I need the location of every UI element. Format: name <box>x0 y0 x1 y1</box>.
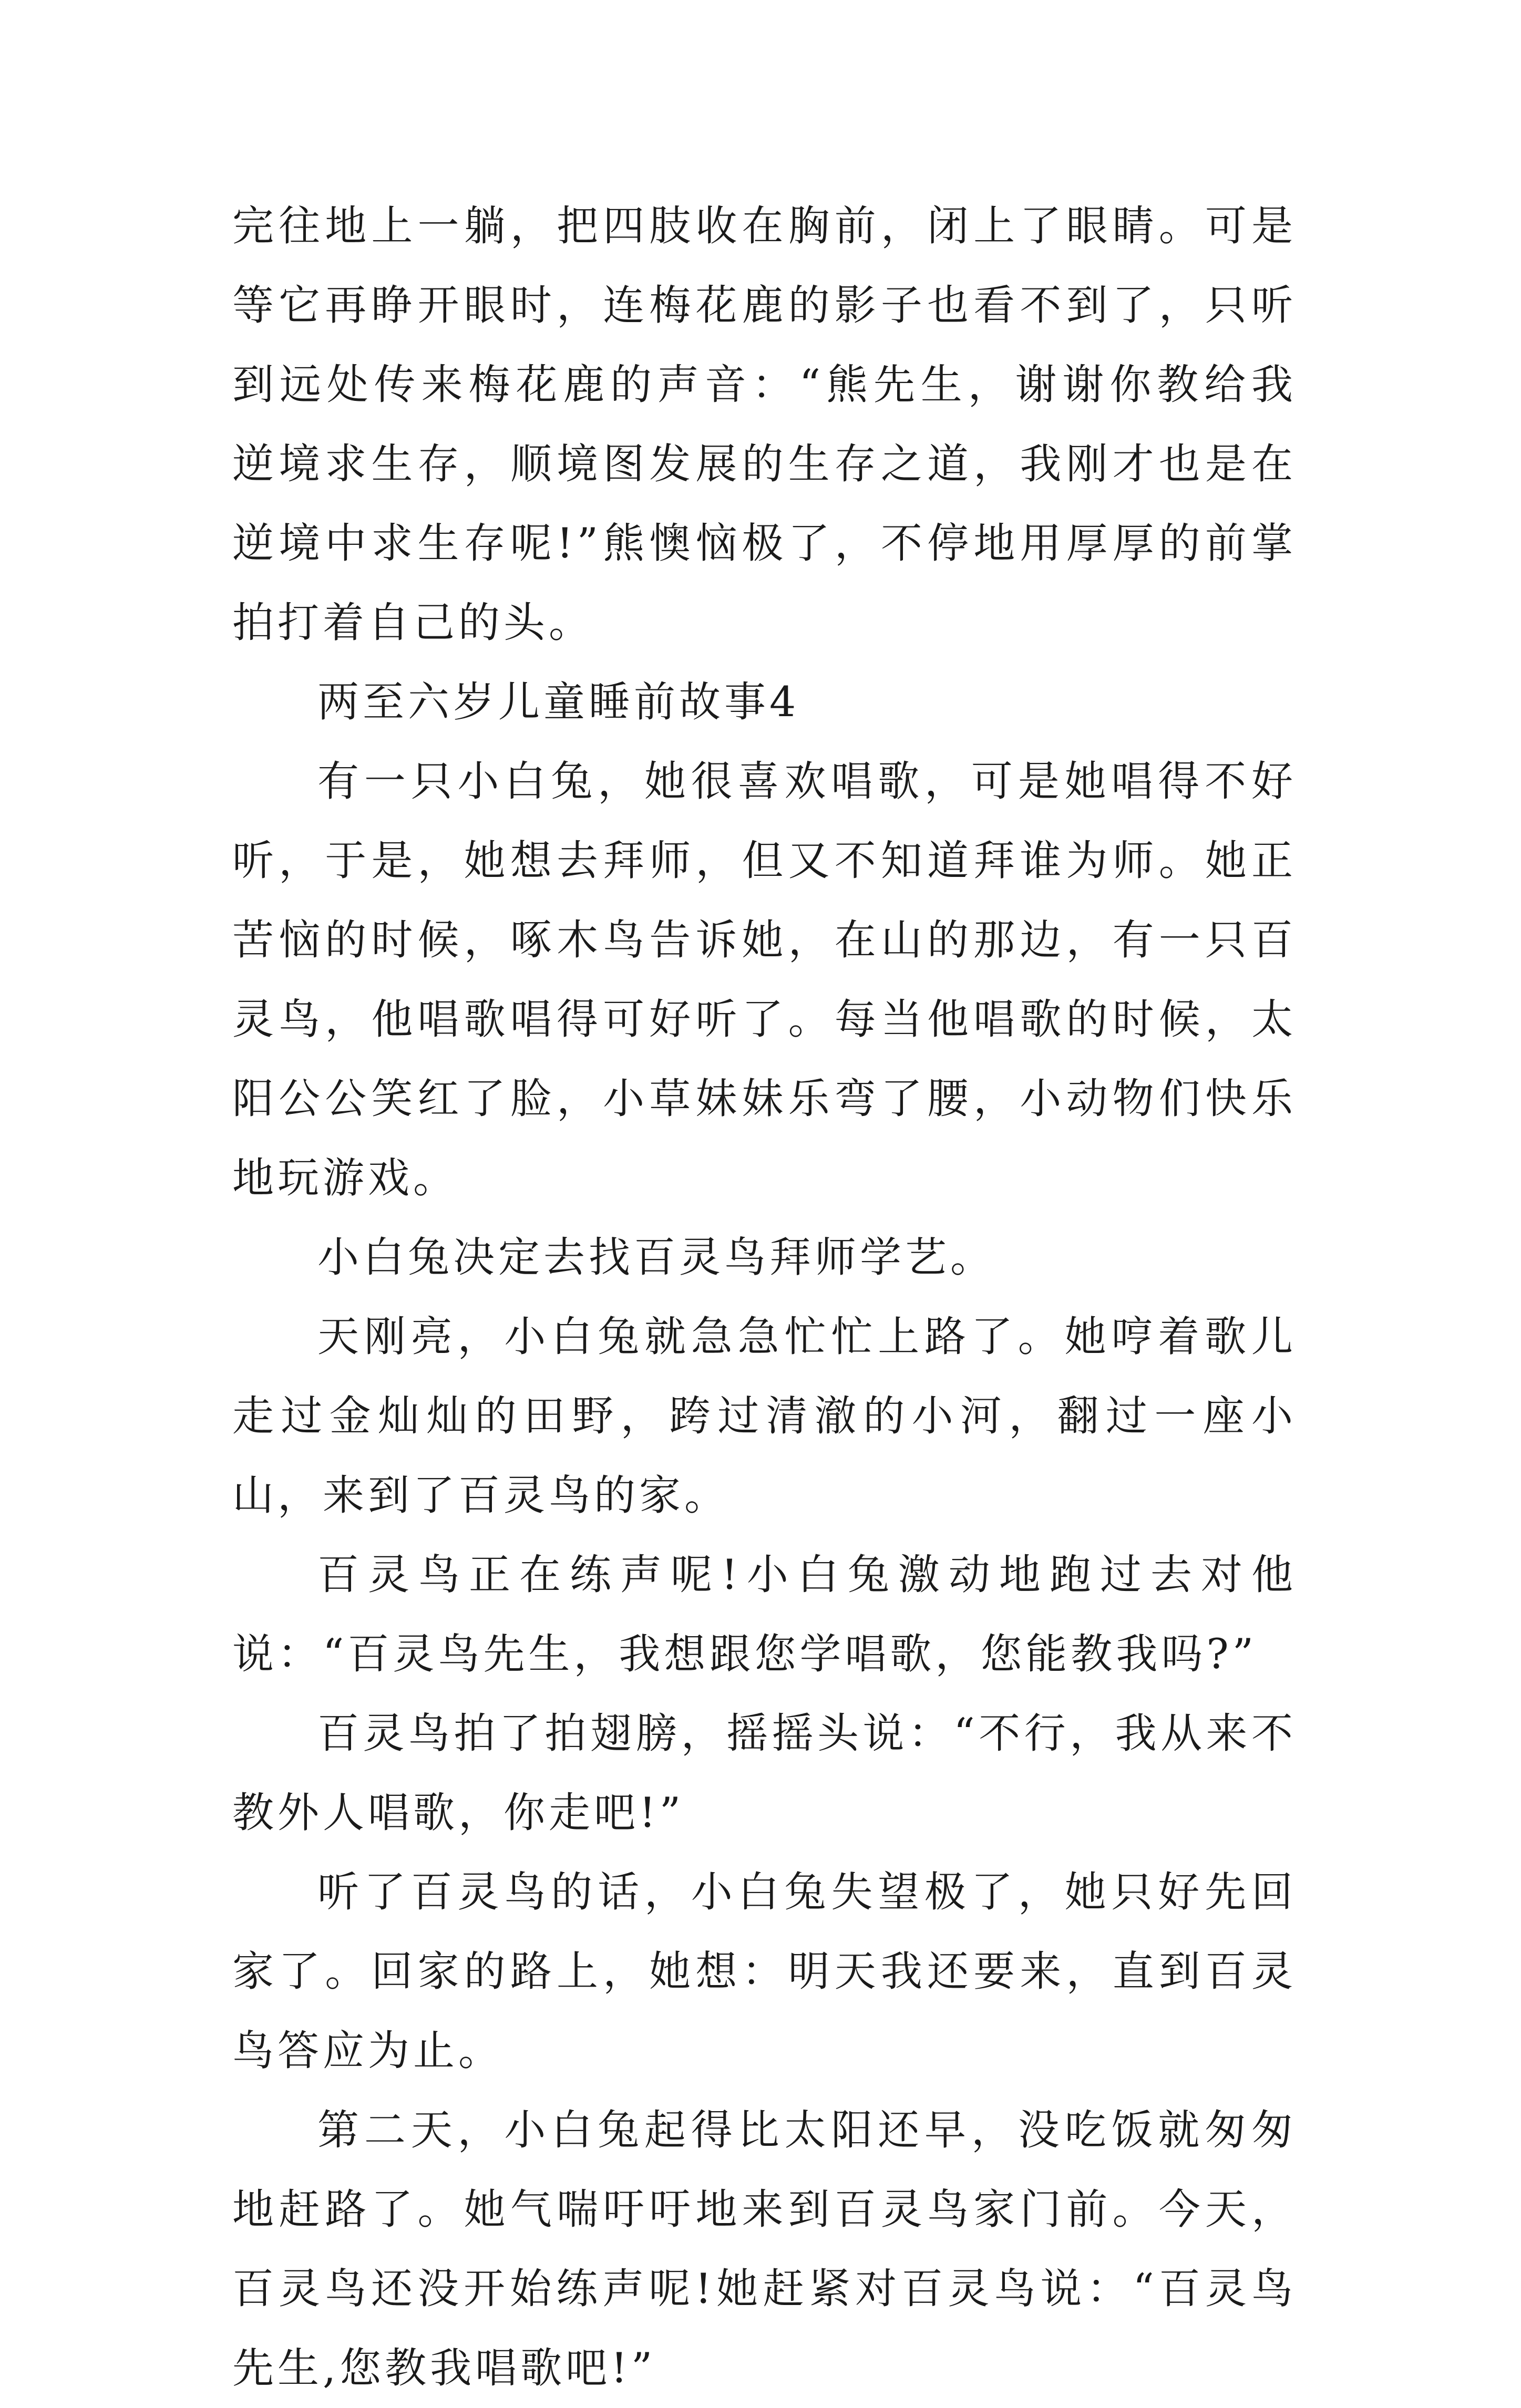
paragraph: 百灵鸟正在练声呢!小白兔激动地跑过去对他说：“百灵鸟先生，我想跟您学唱歌，您能教我吗?” <box>232 1551 1297 1678</box>
paragraph: 百灵鸟拍了拍翅膀，摇摇头说：“不行，我从来不教外人唱歌，你走吧!” <box>232 1709 1297 1837</box>
body-text <box>232 187 1297 2408</box>
paragraph: 第二天，小白兔起得比太阳还早，没吃饭就匆匆地赶路了。她气喘吁吁地来到百灵鸟家门前。今天，百灵鸟还没开始练声呢!她赶紧对百灵鸟说：“百灵鸟先生,您教我唱歌吧!” <box>232 2106 1297 2392</box>
paragraph: 有一只小白兔，她很喜欢唱歌，可是她唱得不好听，于是，她想去拜师，但又不知道拜谁为师。她正苦恼的时候，啄木鸟告诉她，在山的那边，有一只百灵鸟，他唱歌唱得可好听了。每当他唱歌的时候，太阳公公笑红了脸，小草妹妹乐弯了腰，小动物们快乐地玩游戏。 <box>232 757 1297 1202</box>
paragraph: 听了百灵鸟的话，小白兔失望极了，她只好先回家了。回家的路上，她想：明天我还要来，直到百灵鸟答应为止。 <box>232 1868 1297 2075</box>
paragraph-continuation: 完往地上一躺，把四肢收在胸前，闭上了眼睛。可是等它再睁开眼时，连梅花鹿的影子也看不到了，只听到远处传来梅花鹿的声音：“熊先生，谢谢你教给我逆境求生存，顺境图发展的生存之道，我刚才也是在逆境中求生存呢!”熊懊恼极了，不停地用厚厚的前掌拍打着自己的头。 <box>232 202 1297 647</box>
section-heading: 两至六岁儿童睡前故事4 <box>317 678 800 726</box>
paragraph: 小白兔决定去找百灵鸟拜师学艺。 <box>317 1233 995 1281</box>
paragraph: 天刚亮，小白兔就急急忙忙上路了。她哼着歌儿走过金灿灿的田野，跨过清澈的小河，翻过一座小山，来到了百灵鸟的家。 <box>232 1312 1297 1520</box>
